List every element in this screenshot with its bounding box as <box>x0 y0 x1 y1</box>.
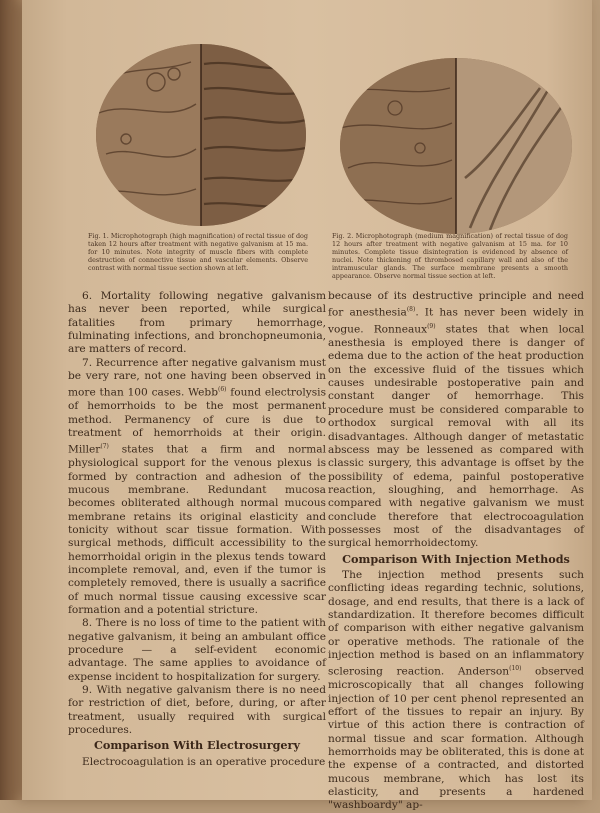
section-heading-electrosurgery: Comparison With Electrosurgery <box>94 738 300 753</box>
right-column <box>328 290 584 813</box>
left-column <box>68 290 326 769</box>
reference-10: (10) <box>509 665 522 673</box>
paragraph-text: states that when local anesthesia is employed there is danger of edema due to the action of the heat production on the excessive fluid of the tissues which causes undesirable postoperative pain and constant danger of hemorrhage. This procedure must be considered comparable to orthodox surgical removal with all its disadvantages. Although danger of metastatic abscess may be lessened as compared with classic surgery, this advantage is offset by the possibility of edema, painful postoperative reaction, sloughing, and hemorrhage. As compared with negative galvanism we must conclude therefore that electrocoagulation possesses most of the disadvantages of surgical hemorrhoidectomy. <box>328 323 585 550</box>
paragraph-electrocoagulation-continued <box>328 290 584 551</box>
figure-2 <box>322 0 592 290</box>
paragraph-text: observed microscopically that all changes following injection of 10 per cent phenol represented an effort of the tissues to repair an injury. By virtue of this action there is contraction of normal tissue and scar formation. Although hemorrhoids may be obliterated, this is done at the expense of a contracted, and distorted mucous membrane, which has lost its elasticity, and presents a hardened "washboardy" ap- <box>328 665 584 812</box>
section-heading-injection-methods: Comparison With Injection Methods <box>342 551 570 566</box>
paragraph-8: 8. There is no loss of time to the patient with negative galvanism, it being an ambulant office procedure — a self-evident economic advantage. The same applies to avoidance of expense incident to hospitalization for surgery. <box>68 617 326 683</box>
figure-1 <box>22 0 322 290</box>
book-page <box>22 0 592 812</box>
paragraph-text: because of its destructive principle and need for anesthesia <box>328 290 584 319</box>
reference-8: (8) <box>406 306 416 314</box>
paragraph-7-text: 7. Recurrence after negative galvanism must be very rare, not one having been observed in more than 100 cases. Webb <box>68 356 326 399</box>
paragraph-injection-method <box>328 569 584 813</box>
figure-2-microphotograph <box>340 58 572 234</box>
book-binding <box>0 0 22 800</box>
paragraph-6: 6. Mortality following negative galvanism has never been reported, while surgical fatalities from primary hemorrhage, fulminating infections, and bronchopneumonia, are matters of record. <box>68 290 326 356</box>
figure-1-microphotograph <box>96 44 306 226</box>
figure-2-caption: Fig. 2. Microphotograph (medium magnification) of rectal tissue of dog 12 hours after treatment with negative galvanism at 15 ma. for 10 minutes. Complete tissue disintegration is evidenced by absence of nuclei. Note thickening of thrombosed capillary wall and also of the intramuscular glands. The surface membrane presents a smooth appearance. Observe normal tissue section at left. <box>332 232 568 280</box>
paragraph-9: 9. With negative galvanism there is no need for restriction of diet, before, during, or after treatment, usually required with surgical procedures. <box>68 684 326 737</box>
paragraph-7 <box>68 357 326 618</box>
paragraph-7-text: found electrolysis of hemorrhoids to be the most permanent method. Permanency of cure is due to treatment of hemorrhoids at their origin. Miller <box>68 386 327 456</box>
reference-6: (6) <box>218 386 227 394</box>
figure-1-caption: Fig. 1. Microphotograph (high magnification) of rectal tissue of dog taken 12 hours after treatment with negative galvanism at 15 ma. for 10 minutes. Note integrity of muscle fibers with complete destruction of connective tissue and vascular elements. Observe contrast with normal tissue section shown at left. <box>88 232 308 272</box>
paragraph-7-text: states that a firm and normal physiological support for the venous plexus is formed by contraction and adhesion of the mucous membrane. Redundant mucosa becomes obliterated although normal mucous membrane retains its original elasticity and tonicity without scar tissue formation. With surgical methods, difficult accessibility to the hemorrhoidal origin in the plexus tends toward incomplete removal, and, even if the tumor is completely removed, there is usually a sacrifice of much normal tissue causing excessive scar formation and a potential stricture. <box>68 443 326 616</box>
paragraph-text: The injection method presents such conflicting ideas regarding technic, solutions, dosage, and end results, that there is a lack of standardization. It therefore becomes difficult of comparison with either negative galvanism or operative methods. The rationale of the injection method is based on an inflammatory sclerosing reaction. Anderson <box>328 568 584 678</box>
reference-9: (9) <box>427 323 436 331</box>
paragraph-text: . It has never been widely in vogue. Ronneaux <box>328 306 584 336</box>
reference-7: (7) <box>100 443 109 451</box>
paragraph-electrocoagulation: Electrocoagulation is an operative procedure <box>82 755 326 768</box>
